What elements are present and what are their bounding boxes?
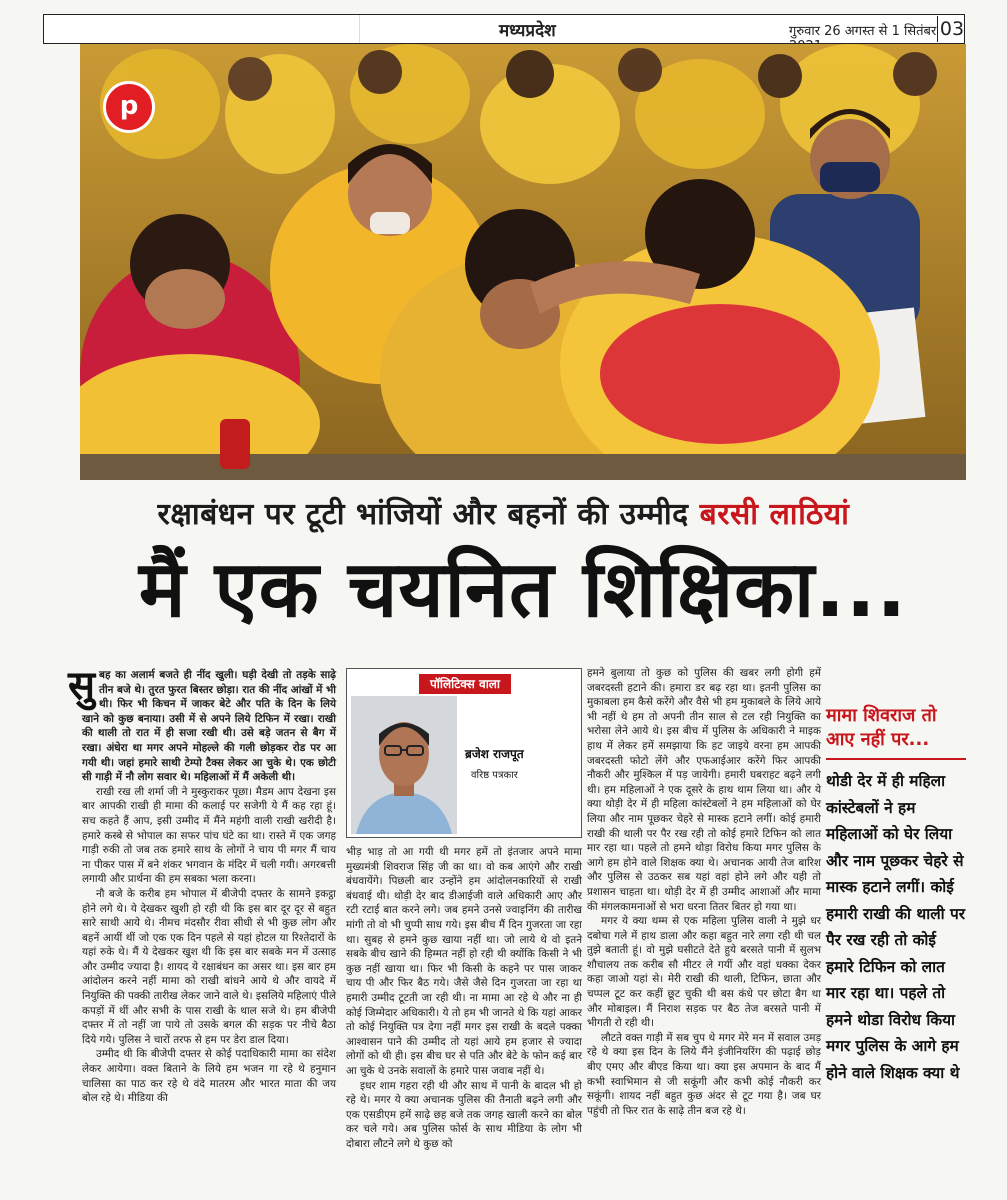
article-paragraph: हमने बुलाया तो कुछ को पुलिस की खबर लगी होगी हमें जबरदस्ती हटाने की। हमारा डर बढ़ रहा था। इतनी पुलिस का मुकाबला हम कैसे करेंगे और वैसे भी हम मुकाबले के लिये आये भी नहीं थे हम तो अपनी तीन साल से टल रही नियुक्ति का भरोसा लेने आये थे। इस बीच में पुलिस के अधिकारी ने माइक हाथ में लेकर हमें समझाया कि हट जाइये वरना हम आपकी जबरदस्ती फोटो लेंगे और एफआईआर करेंगे फिर आपकी नौकरी और मुश्किल में पड़ जायेगी। हमारी घबराहट बढ़ने लगी थी। हम महिलाओं ने एक दूसरे के हाथ थाम लिया था। और ये क्या थोड़ी देर में ही महिला कांस्टेबलों ने हम महिलाओं को घेर लिया और नाम पूछकर चेहरे से मास्क हटाने लगीं। कोई हमारी राखी की थाली पर पैर रख रही तो कोई हमारे टिफिन को लात मार रहा था। पहले तो हमने थोड़ा विरोध किया मगर पुलिस के आगे हम होने वाले शिक्षक क्या थे। अचानक आयी तेज बारिश और पुलिस से उठकर सब यहां वहां होने लगे और यही तो प्रशासन चाहता था। थोड़ी देर में ही उम्मीद आशाओं और मामा की मंगलकामनाओं से भरा धरना तितर बितर हो गया था। (587, 667, 821, 913)
columnist-role: वरिष्ठ पत्रकार (471, 770, 518, 781)
article-paragraph: भीड़ भाड़ तो आ गयी थी मगर हमें तो इंतजार अपने मामा मुख्यमंत्री शिवराज सिंह जी का था। वो कब आएंगे और राखी बंधवायेंगे। पिछली बार उन्होंने हम आंदोलनकारियों से राखी बंधवाई थी। थोड़ी देर बाद डीआईजी वाले अधिकारी आए और रटी रटाई बात करने लगे। जब हमने उनसे ज्वाइनिंग की तारीख मांगी तो वो भी चुप्पी साध गये। इस बीच मैं दिन गुजरता जा रहा था। सुबह से हमने कुछ खाया नहीं था। जो लाये थे वो इतने सबके बीच खाने की हिम्मत नहीं हो रही थी क्योंकि किसी ने भी कुछ नहीं खाया था। फिर भी किसी के कहने पर पास जाकर चाय पी और फिर बैठ गये। जैसे जैसे दिन गुजरता जा रहा था हमारी उम्मीद टूटती जा रही थी। ना मामा आ रहे थे और ना ही कोई जिम्मेदार अधिकारी। ये तो हम भी जानते थे कि यहां आकर तो कोई नियुक्ति पत्र देगा नहीं मगर इस राखी के बदले पक्का आश्वासन पाने की उम्मीद तो यहां आये हम हजार से ज्यादा लोगों को थी ही। इस बीच घर से पति और बेटे के फोन कई बार आ चुके थे उनके सवालों के हमारे पास जवाब नहीं थे। (346, 846, 582, 1077)
sidebar-pullquote (826, 704, 966, 1086)
kicker-text: रक्षाबंधन पर टूटी भांजियों और बहनों की उम्मीद (157, 497, 689, 532)
article-column-3 (587, 666, 821, 1118)
sidebar-body: थोडी देर में ही महिला कांस्टेबलों ने हम महिलाओं को घेर लिया और नाम पूछकर चेहरे से मास्क हटाने लगीं। कोई हमारी राखी की थाली पर पैर रख रही तो कोई हमारे टिफिन को लात मार रहा था। पहले तो हमने थोडा विरोध किया मगर पुलिस के आगे हम होने वाले शिक्षक क्या थे (826, 772, 966, 1082)
issue-date: गुरुवार 26 अगस्त से 1 सितंबर (789, 24, 937, 39)
article-column-2 (346, 845, 582, 1151)
section-name: मध्यप्रदेश (499, 21, 556, 41)
article-paragraph: मगर ये क्या थम्म से एक महिला पुलिस वाली ने मुझे धर दबोचा गले में हाथ डाला और कहा बहुत नारे लगा रही थी चल तुझे बताती हूं। वो मुझे घसीटते देते हुये बरसते पानी में सुलभ शौचालय तक करीब सौ मीटर ले गयीं और वहां धक्का देकर कहा जाओ यहां से। मेरी राखी की थाली, टिफिन, छाता और चप्पल टूट कर कहीं छूट चुकी थी बस कंधे पर छोटा बैग था और मोबाइल। मैं निराश सड़क पर बैठ तेज बरसते पानी में भीगती रो रही थी। (587, 915, 821, 1030)
columnist-photo (351, 696, 457, 834)
article-paragraph: उम्मीद थी कि बीजेपी दफ्तर से कोई पदाधिकारी मामा का संदेश लेकर आयेगा। वक्त बिताने के लिये हम भजन गा रहे थे हनुमान चालिसा का पाठ कर रहे थे वंदे मातरम और भारत माता की जय बोल रहे थे। मीडिया की (82, 1048, 336, 1105)
protest-photo-illustration (80, 44, 966, 480)
article-paragraph: सुबह का अलार्म बजते ही नींद खुली। घड़ी देखी तो तड़के साढ़े तीन बजे थे। तुरत फुरत बिस्तर छोड़ा। रात की नींद आंखों में भी थी। फिर भी किचन में जाकर बेटे और पति के दिन के लिये खाने को कुछ बनाया। उसी में से अपने लिये टिफिन में रखा। राखी की थाली तो रात में ही सजा रखी थी। उसे बड़े जतन से बैग में रखा। अंधेरा था मगर अपने मोहल्ले की गली छोड़कर रोड पर आ गयी थी। जहां हमारे साथी टेम्पो टैक्स लेकर आ चुके थे। एक छोटी सी गाड़ी में नौ लोग सवार थे। महिलाओं में मैं अकेली थी। (68, 663, 336, 784)
lead-photo (80, 44, 966, 480)
columnist-box (346, 668, 582, 838)
article-paragraph: लौटते वक्त गाड़ी में सब चुप थे मगर मेरे मन में सवाल उमड़ रहे थे क्या इस दिन के लिये मैंने इंजीनियरिंग की पढ़ाई छोड़ बीए एमए और बीएड किया था। क्या इस अपमान के बाद मैं कभी स्वाभिमान से जी सकूंगी और कभी कोई नौकरी कर सकूंगी। शायद नहीं बहुत कुछ अंदर से टूट गया है। जब घर पहुंची तो फिर रात के साढ़े तीन बज रहे थे। (587, 1031, 821, 1117)
kicker-headline (0, 492, 1007, 533)
drop-cap: सु (68, 663, 96, 709)
sidebar-divider (826, 758, 966, 760)
page-number: 03 (937, 16, 966, 42)
kicker-highlight: बरसी लाठियां (699, 497, 850, 532)
article-paragraph: राखी रख ली शर्मा जी ने मुस्कुराकर पूछा। मैडम आप देखना इस बार आपकी राखी ही मामा की कलाई पर सजेगी ये मैं कह रहा हूं। सच कहते हैं आप, इसी उम्मीद में मैंने महंगी वाली राखी खरीदी है। हमारे कस्बे से भोपाल का सफर पांच घंटे का था। रास्ते में एक जगह गाड़ी रुकी तो जब तक हमारे साथ के लोगों ने चाय पी मगर मैं चाय ना पीकर पास में बने शंकर भगवान के मंदिर में चली गयी। अगरबत्ती लगायी और प्रार्थना की हम सबका भला करना। (82, 785, 336, 886)
article-column-1 (68, 663, 336, 1106)
page-header (43, 14, 965, 44)
columnist-portrait (351, 696, 457, 834)
sidebar-title: मामा शिवराज तो आए नहीं पर... (826, 705, 937, 750)
article-paragraph: नौ बजे के करीब हम भोपाल में बीजेपी दफ्तर के सामने इकट्ठा होने लगे थे। ये देखकर खुशी हो रही थी कि इस बार दूर दूर से बहुत सारे साथी आये थे। नीमच मंदसौर रीवा सीधी से भी कुछ लोग और बहनें आयीं थीं जो एक एक दिन पहले से यहां होटल या रिश्तेदारों के यहां रुके थे। मैं ये देखकर खुश थी कि इस बार सबके मन में उत्साह और उम्मीद ज्यादा है। शायद ये रक्षाबंधन का असर था। इस बार हम आंदोलन करने नहीं मामा को राखी बांधने आये थे और वायदे में नियुक्ति की पक्की तारीख लेकर जाने वाले थे। इसलिये महिलाएं पीले कपड़ों में थीं और सभी के पास राखी के थाल सजे थे। हम बीजेपी दफ्तर में तो नहीं जा पाये तो उसके बगल की सड़क पर नीचे बैठा दिये गये। पुलिस ने चारों तरफ से हम पर डेरा डाल दिया। (82, 887, 336, 1046)
main-headline: मैं एक चयनित शिक्षिका... (138, 545, 908, 635)
column-name-label: पॉलिटिक्स वाला (419, 674, 511, 694)
article-paragraph: इधर शाम गहरा रही थी और साथ में पानी के बादल भी हो रहे थे। मगर ये क्या अचानक पुलिस की तैनाती बढ़ने लगी और एक एसडीएम हमें साढ़े छह बजे तक जगह खाली करने का बोल कर चले गये। अब पुलिस फोर्स के साथ मीडिया के लोग भी दोबारा लौटने लगे थे कुछ को (346, 1079, 582, 1150)
publication-logo-icon: p (103, 81, 155, 133)
columnist-name: ब्रजेश राजपूत (465, 747, 524, 761)
header-blank-area (44, 15, 360, 43)
